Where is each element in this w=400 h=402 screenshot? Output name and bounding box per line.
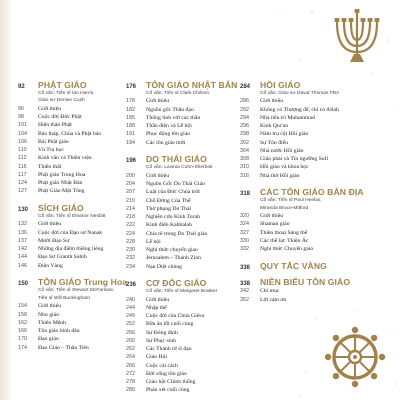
toc-entry[interactable] — [240, 230, 352, 238]
toc-entry[interactable] — [126, 305, 238, 313]
section-consultant: Cố vấn: Lavinia Cohn-Sherbok — [146, 165, 213, 171]
toc-entry[interactable] — [126, 363, 238, 371]
toc-entry[interactable] — [18, 114, 130, 122]
toc-entry[interactable] — [126, 321, 238, 329]
section-title: DO THÁI GIÁO — [146, 154, 207, 165]
section-page-number: 284 — [240, 84, 251, 90]
entry-title: Vũ Trụ học — [38, 147, 64, 154]
entry-page-number: 286 — [240, 98, 249, 105]
entry-title: Phật giáo Nhật Bản — [38, 180, 83, 187]
entry-page-number: 207 — [126, 189, 135, 196]
toc-entry[interactable] — [126, 264, 238, 272]
entry-title: Giới thiệu — [146, 296, 170, 303]
section-heading[interactable] — [18, 80, 130, 90]
section-consultant: Cố vấn: Tiến sĩ Clark Chilson — [146, 91, 210, 96]
toc-entry[interactable] — [240, 246, 352, 254]
toc-section — [18, 277, 130, 352]
toc-entry[interactable] — [126, 107, 238, 115]
toc-entry[interactable] — [126, 255, 238, 263]
entry-page-number: 158 — [18, 311, 27, 318]
entry-list — [18, 221, 130, 271]
entry-page-number: 249 — [126, 313, 135, 320]
toc-entry[interactable] — [18, 230, 130, 238]
section-page-number: 318 — [240, 191, 251, 198]
entry-page-number: 320 — [240, 213, 249, 220]
entry-title: Bữa ăn tối cuối cùng — [146, 321, 194, 328]
entry-page-number: 224 — [126, 230, 135, 237]
entry-title: Thần điện và Lễ hội — [146, 123, 192, 130]
entry-page-number: 210 — [126, 197, 135, 204]
toc-column — [18, 80, 130, 359]
entry-page-number: 144 — [18, 254, 27, 261]
entry-title: Jerusalem – Thánh Zion — [146, 255, 202, 262]
entry-page-number: 191 — [126, 131, 135, 138]
toc-column — [126, 80, 238, 402]
toc-section — [126, 80, 238, 148]
entry-page-number: 222 — [126, 222, 135, 229]
toc-entry[interactable] — [126, 247, 238, 255]
entry-page-number: 170 — [18, 336, 27, 343]
toc-entry[interactable] — [126, 222, 238, 230]
entry-page-number: 178 — [126, 98, 135, 105]
entry-page-number: 200 — [126, 172, 135, 179]
entry-title: Giáo hội Chính thống — [146, 379, 196, 386]
entry-title: Bái Phật giáo — [38, 138, 69, 145]
entry-title: Cuộc đời của Chúa Giêsu — [146, 313, 205, 320]
entry-page-number: 264 — [126, 354, 135, 361]
toc-section — [126, 278, 238, 395]
entry-page-number: 142 — [18, 246, 27, 253]
toc-entry[interactable] — [240, 164, 352, 172]
section-heading[interactable] — [18, 277, 130, 287]
entry-title: Sự Phục sinh — [146, 337, 176, 344]
entry-page-number: 278 — [126, 379, 135, 386]
section-title: QUY TẮC VÀNG — [260, 260, 327, 271]
section-title: CÁC TÔN GIÁO BẢN ĐỊA — [260, 187, 364, 198]
entry-title: Phục động tôn giáo — [146, 131, 191, 138]
section-title: NIÊN BIỂU TÔN GIÁO — [260, 277, 351, 288]
entry-page-number: 101 — [18, 122, 27, 129]
section-heading[interactable] — [240, 187, 364, 198]
toc-entry[interactable] — [18, 188, 130, 196]
section-title: HỒI GIÁO — [260, 80, 301, 90]
toc-entry[interactable] — [240, 238, 352, 246]
entry-title: Đạo giáo — [38, 336, 59, 343]
entry-page-number: 110 — [18, 147, 27, 154]
entry-title: Nghi thức chuyển giao — [146, 247, 198, 254]
entry-title: Nghi thức Chuyển giao — [260, 246, 314, 253]
toc-entry[interactable] — [18, 122, 130, 130]
entry-title: Sự Đóng đinh — [146, 329, 178, 336]
toc-entry[interactable] — [240, 131, 352, 139]
section-page-number: 338 — [240, 281, 251, 288]
entry-title: Giới thiệu — [260, 98, 284, 105]
entry-page-number: 292 — [240, 106, 249, 113]
entry-title: Phán xét cuối cùng — [146, 387, 190, 394]
entry-list — [18, 106, 130, 197]
toc-entry[interactable] — [126, 354, 238, 362]
entry-page-number: 332 — [240, 246, 249, 253]
toc-entry[interactable] — [18, 180, 130, 188]
section-consultant: Cố vấn: Tiến sĩ Stewart McFarlane, — [38, 288, 115, 294]
toc-entry[interactable] — [126, 123, 238, 131]
entry-page-number: 252 — [126, 321, 135, 328]
entry-page-number: 166 — [18, 328, 27, 335]
section-heading[interactable] — [126, 278, 238, 288]
entry-page-number: 240 — [126, 296, 135, 303]
toc-entry[interactable] — [126, 173, 238, 181]
entry-page-number: 280 — [126, 387, 135, 394]
entry-title: Chỗ Đứng Của Thế — [146, 197, 191, 204]
entry-title: Nguồn gốc Thần đạo — [146, 106, 194, 113]
entry-title: Thiên thoại Sáng thế — [260, 229, 308, 236]
entry-title: Giáo phái và Tín ngưỡng Sufi — [260, 156, 329, 163]
entry-title: Tôn giáo bình dân — [38, 328, 80, 335]
entry-title: Những địa điểm thiêng liêng — [38, 246, 104, 253]
entry-title: Cuộc đời của Đạo sư Nanak — [38, 229, 103, 236]
toc-entry[interactable] — [240, 213, 352, 221]
entry-page-number: 127 — [18, 188, 27, 195]
toc-entry[interactable] — [126, 98, 238, 106]
section-page-number: 196 — [126, 158, 137, 165]
entry-page-number: 218 — [126, 214, 135, 221]
entry-title: Giới thiệu — [38, 303, 62, 310]
entry-title: Luật của Đức Chúa trời — [146, 189, 200, 196]
toc-entry[interactable] — [18, 345, 130, 353]
toc-entry[interactable] — [126, 338, 238, 346]
entry-page-number: 106 — [18, 138, 27, 145]
entry-title: Kinh điển Kabbalah — [146, 222, 192, 229]
entry-title: Cuộc đời Đức Phật — [38, 114, 82, 121]
entry-page-number: 137 — [18, 237, 27, 244]
toc-entry[interactable] — [18, 131, 130, 139]
toc-section — [126, 154, 238, 271]
toc-entry[interactable] — [240, 107, 352, 115]
section-heading[interactable] — [240, 277, 352, 287]
entry-page-number: 266 — [126, 362, 135, 369]
toc-entry[interactable] — [126, 131, 238, 139]
menorah-icon — [320, 6, 394, 68]
section-consultant: Cố vấn: Tiến sĩ Eleanor Nesbitt — [38, 214, 106, 220]
entry-title: Giáo Hội — [146, 354, 168, 361]
entry-page-number: 116 — [18, 163, 27, 170]
toc-column — [240, 80, 364, 311]
entry-page-number: 302 — [240, 139, 249, 146]
entry-title: Năm trụ cột Hồi giáo — [260, 131, 309, 138]
toc-entry[interactable] — [18, 328, 130, 336]
entry-title: Thờ phụng Do Thái — [146, 205, 192, 212]
toc-entry[interactable] — [126, 330, 238, 338]
entry-title: Nghiên cứu Kinh Torah — [146, 214, 200, 221]
page-spine-shadow — [0, 0, 12, 400]
entry-page-number: 194 — [126, 139, 135, 146]
section-consultant: Cố vấn: Tiến sĩ Paul Heelas, — [260, 198, 322, 204]
entry-title: Nhà tiên tri Muhammad — [260, 114, 315, 121]
section-consultant: Cố vấn: Giáo sư David Thomas FBA — [260, 91, 340, 96]
entry-title: Phật Giáo Mật Tông — [38, 188, 85, 195]
toc-entry[interactable] — [126, 181, 238, 189]
entry-title: Giới thiệu — [260, 213, 284, 220]
section-heading[interactable] — [240, 80, 352, 90]
entry-page-number: 296 — [240, 123, 249, 130]
toc-entry[interactable] — [240, 115, 352, 123]
entry-page-number: 228 — [126, 238, 135, 245]
entry-page-number: 298 — [240, 131, 249, 138]
entry-page-number: 230 — [126, 247, 135, 254]
section-consultant: Cố vấn: Tiến sĩ Margaret Bowker — [146, 289, 218, 295]
entry-title: Các tôn giáo mới — [146, 139, 186, 146]
toc-entry[interactable] — [18, 139, 130, 147]
entry-page-number: 327 — [240, 229, 249, 236]
entry-title: Thiền thất — [38, 163, 62, 170]
entry-title: Đời sống tôn giáo — [146, 370, 187, 377]
entry-page-number: 352 — [240, 296, 249, 303]
toc-section — [240, 261, 352, 271]
toc-entry[interactable] — [126, 189, 238, 197]
entry-title: Chỉ mục — [260, 288, 280, 295]
toc-entry[interactable] — [126, 239, 238, 247]
toc-entry[interactable] — [18, 164, 130, 172]
entry-page-number: 260 — [126, 337, 135, 344]
entry-title: Điện Vàng — [38, 262, 63, 269]
entry-title: Đạo Sư Granth Sahib — [38, 254, 87, 261]
toc-entry[interactable] — [240, 297, 352, 305]
entry-title: Giới thiệu — [146, 172, 170, 179]
toc-entry[interactable] — [18, 320, 130, 328]
section-heading[interactable] — [18, 203, 130, 213]
entry-title: Mười Đạo Sư — [38, 237, 70, 244]
entry-title: Hồi giáo và khoa học — [260, 164, 309, 171]
entry-list — [240, 213, 352, 254]
entry-page-number: 324 — [240, 221, 249, 228]
entry-page-number: 214 — [126, 205, 135, 212]
toc-entry[interactable] — [18, 106, 130, 114]
entry-page-number: 234 — [126, 263, 135, 270]
entry-page-number: 185 — [126, 114, 135, 121]
toc-entry[interactable] — [240, 288, 352, 296]
entry-page-number: 98 — [18, 114, 24, 121]
toc-entry[interactable] — [240, 221, 352, 229]
entry-page-number: 310 — [240, 164, 249, 171]
section-consultant: Giáo sư Denise Cush — [38, 98, 85, 104]
entry-page-number: 256 — [126, 329, 135, 336]
entry-page-number: 330 — [240, 237, 249, 244]
entry-title: Nho giáo — [38, 311, 60, 318]
section-page-number: 130 — [18, 207, 29, 214]
entry-page-number: 117 — [18, 171, 27, 178]
toc-entry[interactable] — [18, 172, 130, 180]
entry-title: Các Thánh từ sĩ đạo — [146, 346, 192, 353]
section-page-number: 336 — [240, 264, 251, 271]
entry-title: Lễ hội — [146, 238, 161, 245]
entry-title: Nạn Diệt chủng — [146, 263, 183, 270]
section-title: PHẬT GIÁO — [38, 80, 87, 90]
toc-entry[interactable] — [126, 115, 238, 123]
entry-title: Giới thiệu — [146, 98, 170, 105]
entry-title: Giới thiệu — [38, 221, 62, 228]
toc-entry[interactable] — [18, 303, 130, 311]
section-consultant: Tiến sĩ Will Buckingham — [38, 295, 91, 301]
entry-list — [126, 98, 238, 148]
section-page-number: 92 — [18, 84, 25, 90]
toc-entry[interactable] — [18, 147, 130, 155]
toc-section — [18, 203, 130, 271]
toc-section — [240, 277, 352, 305]
section-title: CƠ ĐỐC GIÁO — [146, 278, 207, 289]
toc-entry[interactable] — [18, 155, 130, 163]
toc-entry[interactable] — [18, 246, 130, 254]
dharma-wheel-icon — [324, 326, 386, 388]
entry-page-number: 272 — [126, 370, 135, 377]
entry-page-number: 304 — [240, 147, 249, 154]
toc-entry[interactable] — [18, 312, 130, 320]
toc-entry[interactable] — [18, 336, 130, 344]
entry-page-number: 342 — [240, 288, 249, 295]
entry-title: Shaman giáo — [260, 221, 290, 228]
entry-title: Hiện thân Phật — [38, 122, 72, 129]
toc-entry[interactable] — [240, 140, 352, 148]
entry-page-number: 188 — [126, 123, 135, 130]
entry-title: Thông linh với các thần — [146, 114, 201, 121]
section-heading[interactable] — [240, 261, 352, 271]
entry-page-number: 174 — [18, 344, 27, 351]
entry-page-number: 162 — [18, 319, 27, 326]
entry-list — [240, 288, 352, 305]
entry-page-number: 132 — [18, 221, 27, 228]
entry-title: Lời cảm ơn — [260, 296, 287, 303]
entry-page-number: 294 — [240, 114, 249, 121]
entry-title: Không có Thượng đế, chỉ có Allah — [260, 106, 339, 113]
toc-entry[interactable] — [126, 371, 238, 379]
entry-page-number: 104 — [18, 130, 27, 137]
entry-title: Bảo tháp, Chùa và Phật bảo — [38, 130, 102, 137]
section-title: TÔN GIÁO Trung Hoa — [38, 277, 128, 288]
entry-title: Chia rẽ trong Do Thái giáo — [146, 230, 208, 237]
entry-title: Nhà nước Hồi giáo — [260, 147, 304, 154]
entry-title: Thiên Mệnh — [38, 319, 66, 326]
entry-page-number: 232 — [126, 255, 135, 262]
toc-entry[interactable] — [18, 238, 130, 246]
entry-page-number: 262 — [126, 346, 135, 353]
entry-page-number: 136 — [18, 229, 27, 236]
toc-entry[interactable] — [18, 254, 130, 262]
entry-title: Kinh Qur'an — [260, 123, 289, 130]
toc-entry[interactable] — [240, 148, 352, 156]
section-page-number: 236 — [126, 282, 137, 289]
toc-entry[interactable] — [126, 231, 238, 239]
toc-section — [18, 80, 130, 197]
toc-entry[interactable] — [126, 297, 238, 305]
section-title: TÔN GIÁO NHẬT BẢN — [146, 80, 238, 90]
section-consultant: Miranda Bruce-Mitford — [260, 205, 309, 211]
section-page-number: 150 — [18, 281, 29, 288]
section-heading[interactable] — [126, 80, 238, 90]
entry-title: Các thế lực Thiện Ác — [260, 237, 309, 244]
entry-page-number: 244 — [126, 304, 135, 311]
entry-page-number: 124 — [18, 180, 27, 187]
toc-entry[interactable] — [240, 173, 352, 181]
entry-page-number: 308 — [240, 156, 249, 163]
entry-page-number: 204 — [126, 181, 135, 188]
entry-title: Nhà thờ Hồi giáo — [260, 172, 300, 179]
entry-title: Giới thiệu — [38, 105, 62, 112]
toc-section — [240, 80, 352, 181]
toc-entry[interactable] — [126, 206, 238, 214]
entry-title: Đạo Giáo – Thần Tiên — [38, 344, 89, 351]
entry-page-number: 316 — [240, 172, 249, 179]
entry-page-number: 182 — [126, 106, 135, 113]
entry-page-number: 96 — [18, 105, 24, 112]
entry-title: Phật giáo Trung Hoa — [38, 171, 86, 178]
toc-section — [240, 187, 364, 254]
toc-entry[interactable] — [126, 198, 238, 206]
entry-title: Nguồn Gốc Do Thái Giáo — [146, 181, 205, 188]
entry-list — [18, 303, 130, 353]
section-page-number: 176 — [126, 84, 137, 90]
toc-entry[interactable] — [18, 263, 130, 271]
entry-list — [126, 297, 238, 396]
section-consultant: Cố vấn: Tiến sĩ Ian Harris, — [38, 91, 95, 96]
section-title: SÍCH GIÁO — [38, 203, 84, 214]
toc-entry[interactable] — [126, 140, 238, 148]
toc-entry[interactable] — [126, 346, 238, 354]
entry-title: Nhập thể — [146, 304, 167, 311]
entry-list — [240, 98, 352, 181]
entry-title: Cuộc cải cách — [146, 362, 178, 369]
toc-entry[interactable] — [240, 98, 352, 106]
entry-page-number: 154 — [18, 303, 27, 310]
entry-title: Kinh văn và Thiên viện — [38, 155, 92, 162]
section-heading[interactable] — [126, 154, 238, 164]
toc-entry[interactable] — [18, 221, 130, 229]
entry-page-number: 146 — [18, 262, 27, 269]
entry-list — [126, 173, 238, 272]
entry-page-number: 112 — [18, 155, 27, 162]
toc-entry[interactable] — [126, 387, 238, 395]
entry-title: Sự Tôn điểu — [260, 139, 288, 146]
